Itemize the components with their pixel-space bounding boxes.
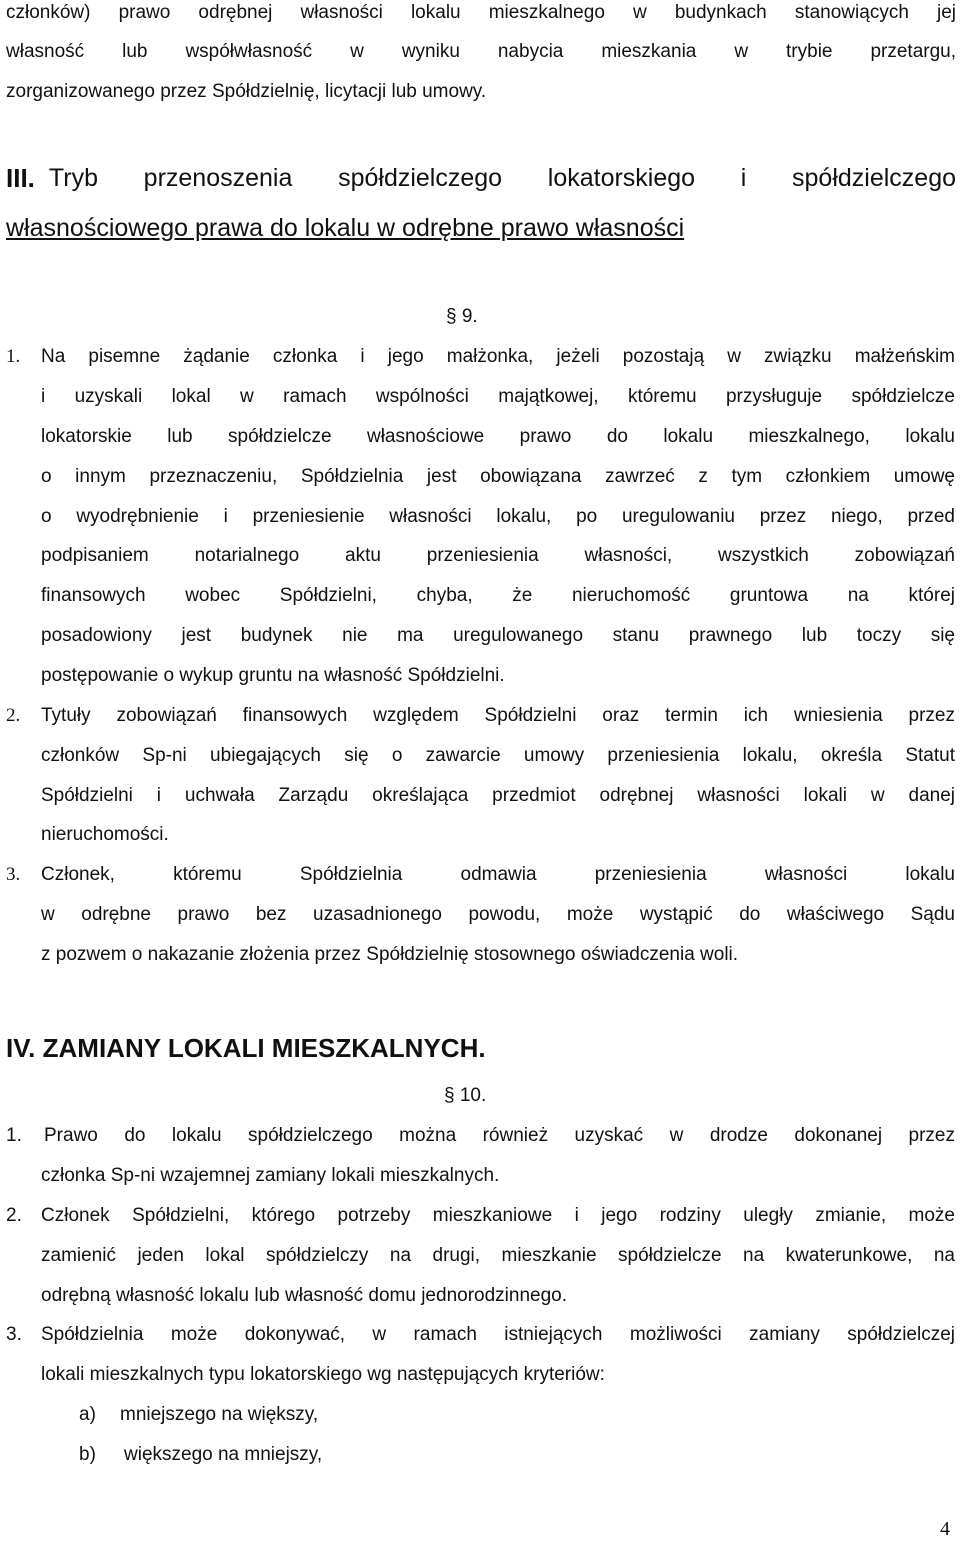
intro-line-3: zorganizowanego przez Spółdzielnię, licytacji lub umowy. bbox=[6, 81, 487, 102]
section-9-item-2-number: 2. bbox=[6, 705, 21, 726]
chapter-3-title-line-1: Tryb przenoszenia spółdzielczego lokatorskiego i spółdzielczego bbox=[48, 164, 956, 192]
section-9-item-1-line-4: o innym przeznaczeniu, Spółdzielnia jest obowiązana zawrzeć z tym członkiem umowę bbox=[41, 466, 955, 487]
intro-line-1: członków) prawo odrębnej własności lokalu mieszkalnego w budynkach stanowiących jej bbox=[6, 2, 956, 23]
section-9-item-1-number: 1. bbox=[6, 346, 21, 367]
section-9-item-3-line-3: z pozwem o nakazanie złożenia przez Spółdzielnię stosownego oświadczenia woli. bbox=[41, 944, 739, 965]
section-9-item-1-line-3: lokatorskie lub spółdzielcze własnościowe prawo do lokalu mieszkalnego, lokalu bbox=[41, 426, 955, 447]
intro-line-2: własność lub współwłasność w wyniku nabycia mieszkania w trybie przetargu, bbox=[6, 41, 956, 62]
subitem-a-text: mniejszego na większy, bbox=[120, 1404, 319, 1425]
section-10-item-2-line-3: odrębną własność lokalu lub własność domu jednorodzinnego. bbox=[41, 1285, 567, 1306]
chapter-3-title-line-2: własnościowego prawa do lokalu w odrębne prawo własności bbox=[6, 214, 685, 242]
section-9-item-1-line-9: postępowanie o wykup gruntu na własność Spółdzielni. bbox=[41, 665, 505, 686]
section-9-item-1-line-8: posadowiony jest budynek nie ma uregulowanego stanu prawnego lub toczy się bbox=[41, 625, 955, 646]
chapter-4-heading: IV. ZAMIANY LOKALI MIESZKALNYCH. bbox=[6, 1033, 486, 1063]
section-9-item-2-line-1: Tytuły zobowiązań finansowych względem Spółdzielni oraz termin ich wniesienia przez bbox=[41, 705, 955, 726]
section-10-item-1-number: 1. bbox=[6, 1125, 22, 1146]
page-number: 4 bbox=[940, 1518, 950, 1540]
section-10-item-3-line-1: Spółdzielnia może dokonywać, w ramach istniejących możliwości zamiany spółdzielczej bbox=[41, 1324, 955, 1345]
section-9-item-2-line-3: Spółdzielni i uchwała Zarządu określająca przedmiot odrębnej własności lokali w danej bbox=[41, 785, 955, 806]
chapter-3-numeral: III. bbox=[6, 163, 35, 193]
section-10-item-1-line-1: Prawo do lokalu spółdzielczego można również uzyskać w drodze dokonanej przez bbox=[44, 1125, 955, 1146]
section-9-item-3-number: 3. bbox=[6, 864, 21, 885]
subitem-b-text: większego na mniejszy, bbox=[124, 1444, 323, 1465]
subitem-b-letter: b) bbox=[79, 1444, 96, 1465]
subitem-a-letter: a) bbox=[79, 1404, 96, 1425]
section-10-item-2-line-2: zamienić jeden lokal spółdzielczy na drugi, mieszkanie spółdzielcze na kwaterunkowe, na bbox=[41, 1245, 955, 1266]
section-10-item-2-line-1: Członek Spółdzielni, którego potrzeby mieszkaniowe i jego rodziny uległy zmianie, może bbox=[41, 1205, 955, 1226]
section-9-item-1-line-2: i uzyskali lokal w ramach wspólności majątkowej, któremu przysługuje spółdzielcze bbox=[41, 386, 955, 407]
section-9-item-3-line-2: w odrębne prawo bez uzasadnionego powodu, może wystąpić do właściwego Sądu bbox=[41, 904, 955, 925]
section-9-item-1-line-7: finansowych wobec Spółdzielni, chyba, że nieruchomość gruntowa na której bbox=[41, 585, 955, 606]
section-10-mark: § 10. bbox=[444, 1085, 487, 1106]
section-9-item-1-line-5: o wyodrębnienie i przeniesienie własności lokalu, po uregulowaniu przez niego, przed bbox=[41, 506, 955, 527]
section-10-item-3-number: 3. bbox=[6, 1324, 22, 1345]
section-10-item-2-number: 2. bbox=[6, 1205, 22, 1226]
section-10-item-1-line-2: członka Sp-ni wzajemnej zamiany lokali mieszkalnych. bbox=[41, 1165, 500, 1186]
section-9-item-1-line-1: Na pisemne żądanie członka i jego małżonka, jeżeli pozostają w związku małżeńskim bbox=[41, 346, 955, 367]
section-9-mark: § 9. bbox=[446, 306, 478, 327]
section-9-item-3-line-1: Członek, któremu Spółdzielnia odmawia przeniesienia własności lokalu bbox=[41, 864, 955, 885]
section-9-item-1-line-6: podpisaniem notarialnego aktu przeniesienia własności, wszystkich zobowiązań bbox=[41, 545, 955, 566]
section-9-item-2-line-2: członków Sp-ni ubiegających się o zawarcie umowy przeniesienia lokalu, określa Statut bbox=[41, 745, 955, 766]
section-10-item-3-line-2: lokali mieszkalnych typu lokatorskiego wg następujących kryteriów: bbox=[41, 1364, 605, 1385]
section-9-item-2-line-4: nieruchomości. bbox=[41, 824, 169, 845]
chapter-3-heading bbox=[6, 163, 956, 193]
